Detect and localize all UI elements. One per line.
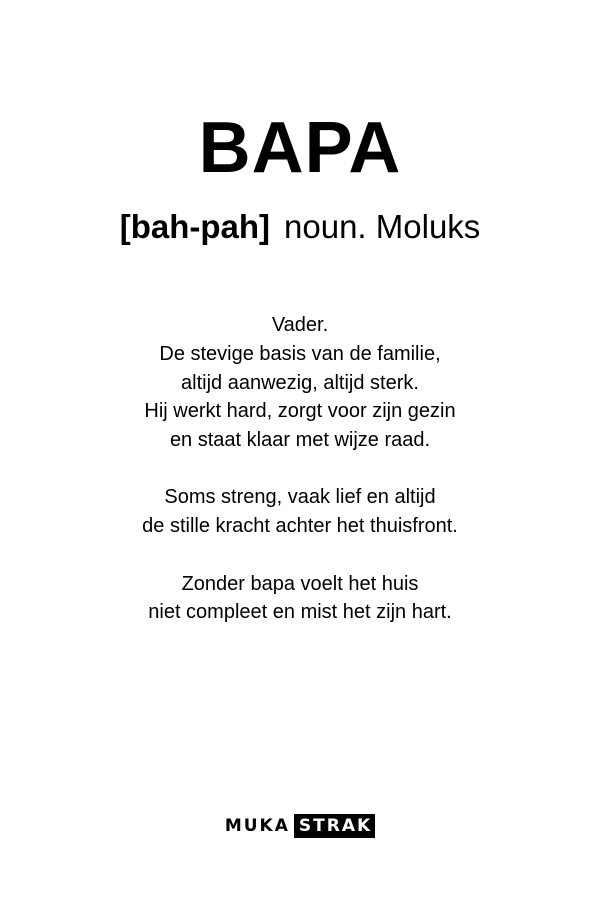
brand-logo [0,814,600,838]
body-line: en staat klaar met wijze raad. [169,429,431,452]
body-line: niet compleet en mist het zijn hart. [148,601,452,624]
brand-logo-part2: STRAK [294,814,375,838]
body-line: Zonder bapa voelt het huis [181,572,419,595]
body-line: altijd aanwezig, altijd sterk. [181,371,419,394]
body-line: Hij werkt hard, zorgt voor zijn gezin [144,400,456,423]
stanza-1 [0,311,600,455]
body-line: de stille kracht achter het thuisfront. [142,515,458,538]
body-line: De stevige basis van de familie, [159,342,441,365]
pronunciation-line [0,205,600,249]
pronunciation: [bah-pah] [119,208,271,245]
stanza-2 [0,483,600,541]
definition-body [0,311,600,656]
headword: BAPA [198,108,402,188]
brand-logo-part1: MUKA [224,816,290,836]
body-line: Soms streng, vaak lief en altijd [164,486,436,509]
stanza-3 [0,570,600,628]
part-of-speech: noun. Moluks [284,208,481,245]
body-line: Vader. [271,314,329,336]
